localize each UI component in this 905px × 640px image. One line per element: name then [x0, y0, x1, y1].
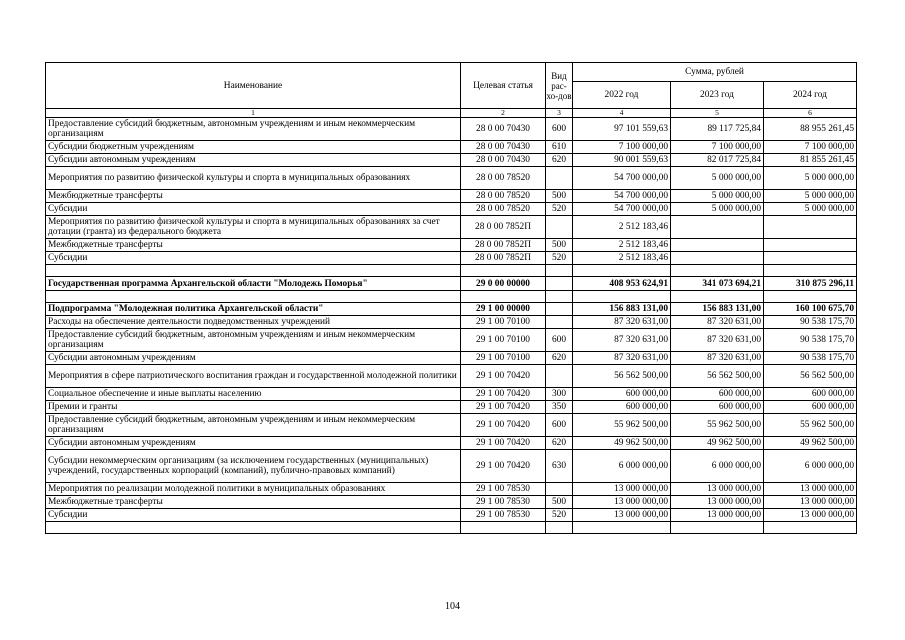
- empty-cell: [573, 522, 671, 534]
- row-type-cell: [546, 167, 573, 190]
- row-2023-cell: 82 017 725,84: [671, 154, 764, 167]
- table-row: [46, 167, 857, 190]
- row-type-cell: [546, 277, 573, 291]
- table-row: [46, 401, 857, 414]
- row-type-cell: 610: [546, 141, 573, 154]
- row-type-cell: 500: [546, 239, 573, 252]
- empty-cell: [46, 291, 461, 303]
- row-2023-cell: 87 320 631,00: [671, 316, 764, 329]
- row-2024-cell: 56 562 500,00: [764, 365, 857, 388]
- table-row: [46, 450, 857, 483]
- row-2024-cell: 81 855 261,45: [764, 154, 857, 167]
- table-row: [46, 483, 857, 496]
- row-2024-cell: [764, 252, 857, 265]
- row-2022-cell: 54 700 000,00: [573, 203, 671, 216]
- header-name: Наименование: [46, 63, 461, 109]
- row-name-cell: Межбюджетные трансферты: [46, 239, 461, 252]
- row-target-cell: 28 0 00 7852П: [461, 252, 546, 265]
- row-2024-cell: 88 955 261,45: [764, 118, 857, 141]
- row-2024-cell: [764, 239, 857, 252]
- row-name-cell: Социальное обеспечение и иные выплаты населению: [46, 388, 461, 401]
- row-2023-cell: 156 883 131,00: [671, 303, 764, 316]
- row-target-cell: 29 1 00 70100: [461, 352, 546, 365]
- empty-cell: [573, 291, 671, 303]
- header-sum: Сумма, рублей: [573, 63, 857, 82]
- row-2022-cell: 54 700 000,00: [573, 167, 671, 190]
- row-2024-cell: 90 538 175,70: [764, 329, 857, 352]
- row-target-cell: 28 0 00 70430: [461, 141, 546, 154]
- row-name-cell: Субсидии: [46, 509, 461, 522]
- row-name-cell: Предоставление субсидий бюджетным, автономным учреждениям и иным некоммерческим организациям: [46, 414, 461, 437]
- row-2023-cell: 5 000 000,00: [671, 167, 764, 190]
- header-row-top: [46, 63, 857, 82]
- empty-cell: [546, 522, 573, 534]
- row-2023-cell: 87 320 631,00: [671, 352, 764, 365]
- empty-cell: [671, 265, 764, 277]
- row-2022-cell: 13 000 000,00: [573, 496, 671, 509]
- row-target-cell: 29 1 00 78530: [461, 496, 546, 509]
- table-row: [46, 365, 857, 388]
- row-2022-cell: 2 512 183,46: [573, 252, 671, 265]
- table-row: [46, 277, 857, 291]
- empty-cell: [461, 265, 546, 277]
- row-2022-cell: 54 700 000,00: [573, 190, 671, 203]
- row-2024-cell: 160 100 675,70: [764, 303, 857, 316]
- row-name-cell: Субсидии некоммерческим организациям (за исключением государственных (муниципальных) учреждений, государственных корпораций (компаний), публично-правовых компаний): [46, 450, 461, 483]
- row-2024-cell: 13 000 000,00: [764, 509, 857, 522]
- table-row: [46, 252, 857, 265]
- table-row: [46, 154, 857, 167]
- row-target-cell: 29 0 00 00000: [461, 277, 546, 291]
- row-2022-cell: 13 000 000,00: [573, 483, 671, 496]
- row-type-cell: 520: [546, 509, 573, 522]
- row-name-cell: Мероприятия по развитию физической культуры и спорта в муниципальных образованиях за счет дотации (гранта) из федерального бюджета: [46, 216, 461, 239]
- row-2022-cell: 55 962 500,00: [573, 414, 671, 437]
- row-2024-cell: 90 538 175,70: [764, 352, 857, 365]
- row-2022-cell: 7 100 000,00: [573, 141, 671, 154]
- row-2022-cell: 2 512 183,46: [573, 216, 671, 239]
- header-2023: 2023 год: [671, 82, 764, 109]
- colnum-4: 4: [573, 109, 671, 118]
- row-2024-cell: 55 962 500,00: [764, 414, 857, 437]
- row-target-cell: 29 1 00 70420: [461, 401, 546, 414]
- row-2024-cell: 5 000 000,00: [764, 167, 857, 190]
- row-name-cell: Мероприятия по развитию физической культуры и спорта в муниципальных образованиях: [46, 167, 461, 190]
- row-name-cell: Премии и гранты: [46, 401, 461, 414]
- table-row: [46, 352, 857, 365]
- row-name-cell: Предоставление субсидий бюджетным, автономным учреждениям и иным некоммерческим организациям: [46, 329, 461, 352]
- row-name-cell: Субсидии бюджетным учреждениям: [46, 141, 461, 154]
- page-number: 104: [445, 601, 460, 612]
- row-type-cell: 350: [546, 401, 573, 414]
- row-target-cell: 29 1 00 70420: [461, 414, 546, 437]
- table-row: [46, 509, 857, 522]
- row-type-cell: [546, 365, 573, 388]
- row-target-cell: 28 0 00 7852П: [461, 216, 546, 239]
- row-type-cell: 630: [546, 450, 573, 483]
- row-2022-cell: 87 320 631,00: [573, 316, 671, 329]
- row-target-cell: 29 1 00 70100: [461, 329, 546, 352]
- row-2024-cell: [764, 216, 857, 239]
- row-2023-cell: 600 000,00: [671, 388, 764, 401]
- table-row: [46, 316, 857, 329]
- row-type-cell: 620: [546, 437, 573, 450]
- row-2023-cell: 5 000 000,00: [671, 190, 764, 203]
- row-2023-cell: [671, 239, 764, 252]
- table-row: [46, 329, 857, 352]
- row-2023-cell: 600 000,00: [671, 401, 764, 414]
- row-name-cell: Субсидии: [46, 252, 461, 265]
- row-2024-cell: 600 000,00: [764, 401, 857, 414]
- header-2024: 2024 год: [764, 82, 857, 109]
- header-2022: 2022 год: [573, 82, 671, 109]
- row-type-cell: [546, 303, 573, 316]
- row-target-cell: 28 0 00 78520: [461, 190, 546, 203]
- row-name-cell: Расходы на обеспечение деятельности подведомственных учреждений: [46, 316, 461, 329]
- row-type-cell: 620: [546, 352, 573, 365]
- spacer-row: [46, 291, 857, 303]
- row-name-cell: Межбюджетные трансферты: [46, 496, 461, 509]
- row-2023-cell: [671, 252, 764, 265]
- row-2024-cell: 5 000 000,00: [764, 190, 857, 203]
- budget-table: [45, 62, 857, 534]
- row-2023-cell: 6 000 000,00: [671, 450, 764, 483]
- row-2023-cell: 7 100 000,00: [671, 141, 764, 154]
- row-2022-cell: 408 953 624,91: [573, 277, 671, 291]
- table-row: [46, 239, 857, 252]
- row-2024-cell: 600 000,00: [764, 388, 857, 401]
- table-row: [46, 141, 857, 154]
- empty-cell: [671, 522, 764, 534]
- row-type-cell: [546, 216, 573, 239]
- row-type-cell: [546, 316, 573, 329]
- row-target-cell: 29 1 00 70100: [461, 316, 546, 329]
- row-2022-cell: 600 000,00: [573, 401, 671, 414]
- row-2023-cell: 87 320 631,00: [671, 329, 764, 352]
- row-2022-cell: 90 001 559,63: [573, 154, 671, 167]
- row-2024-cell: 13 000 000,00: [764, 483, 857, 496]
- empty-cell: [764, 522, 857, 534]
- row-2022-cell: 156 883 131,00: [573, 303, 671, 316]
- spacer-row: [46, 522, 857, 534]
- table-row: [46, 118, 857, 141]
- row-2022-cell: 97 101 559,63: [573, 118, 671, 141]
- empty-cell: [546, 265, 573, 277]
- row-type-cell: 600: [546, 118, 573, 141]
- row-target-cell: 29 1 00 70420: [461, 450, 546, 483]
- row-2023-cell: 49 962 500,00: [671, 437, 764, 450]
- table-row: [46, 437, 857, 450]
- empty-cell: [46, 522, 461, 534]
- row-2024-cell: 5 000 000,00: [764, 203, 857, 216]
- colnum-1: 1: [46, 109, 461, 118]
- empty-cell: [573, 265, 671, 277]
- row-2022-cell: 49 962 500,00: [573, 437, 671, 450]
- row-2023-cell: 13 000 000,00: [671, 496, 764, 509]
- row-type-cell: 300: [546, 388, 573, 401]
- row-2024-cell: 310 875 296,11: [764, 277, 857, 291]
- empty-cell: [46, 265, 461, 277]
- row-target-cell: 29 1 00 78530: [461, 509, 546, 522]
- row-2023-cell: 5 000 000,00: [671, 203, 764, 216]
- header-target: Целевая статья: [461, 63, 546, 109]
- row-2024-cell: 49 962 500,00: [764, 437, 857, 450]
- row-target-cell: 29 1 00 00000: [461, 303, 546, 316]
- row-type-cell: 620: [546, 154, 573, 167]
- row-target-cell: 29 1 00 70420: [461, 365, 546, 388]
- table-row: [46, 496, 857, 509]
- row-name-cell: Подпрограмма "Молодежная политика Архангельской области": [46, 303, 461, 316]
- row-target-cell: 28 0 00 70430: [461, 154, 546, 167]
- row-2023-cell: 89 117 725,84: [671, 118, 764, 141]
- table-row: [46, 303, 857, 316]
- row-2023-cell: 13 000 000,00: [671, 509, 764, 522]
- table-row: [46, 216, 857, 239]
- table-row: [46, 388, 857, 401]
- row-name-cell: Субсидии автономным учреждениям: [46, 154, 461, 167]
- empty-cell: [461, 291, 546, 303]
- table-row: [46, 190, 857, 203]
- column-number-row: [46, 109, 857, 118]
- row-name-cell: Предоставление субсидий бюджетным, автономным учреждениям и иным некоммерческим организациям: [46, 118, 461, 141]
- row-type-cell: 520: [546, 252, 573, 265]
- row-target-cell: 28 0 00 78520: [461, 203, 546, 216]
- colnum-6: 6: [764, 109, 857, 118]
- row-2023-cell: [671, 216, 764, 239]
- colnum-5: 5: [671, 109, 764, 118]
- row-2024-cell: 13 000 000,00: [764, 496, 857, 509]
- row-target-cell: 28 0 00 7852П: [461, 239, 546, 252]
- row-name-cell: Субсидии автономным учреждениям: [46, 437, 461, 450]
- colnum-3: 3: [546, 109, 573, 118]
- table-row: [46, 414, 857, 437]
- empty-cell: [764, 265, 857, 277]
- row-type-cell: 600: [546, 414, 573, 437]
- row-2022-cell: 600 000,00: [573, 388, 671, 401]
- row-name-cell: Субсидии автономным учреждениям: [46, 352, 461, 365]
- row-type-cell: 500: [546, 190, 573, 203]
- row-type-cell: 520: [546, 203, 573, 216]
- row-2022-cell: 2 512 183,46: [573, 239, 671, 252]
- row-target-cell: 29 1 00 70420: [461, 388, 546, 401]
- colnum-2: 2: [461, 109, 546, 118]
- row-target-cell: 29 1 00 70420: [461, 437, 546, 450]
- empty-cell: [546, 291, 573, 303]
- row-target-cell: 28 0 00 78520: [461, 167, 546, 190]
- empty-cell: [461, 522, 546, 534]
- header-type: Вид рас-хо-дов: [546, 63, 573, 109]
- table-row: [46, 203, 857, 216]
- row-name-cell: Мероприятия по реализации молодежной политики в муниципальных образованиях: [46, 483, 461, 496]
- row-2023-cell: 56 562 500,00: [671, 365, 764, 388]
- row-2022-cell: 13 000 000,00: [573, 509, 671, 522]
- row-2022-cell: 6 000 000,00: [573, 450, 671, 483]
- row-2024-cell: 7 100 000,00: [764, 141, 857, 154]
- row-name-cell: Государственная программа Архангельской области "Молодежь Поморья": [46, 277, 461, 291]
- row-2022-cell: 87 320 631,00: [573, 352, 671, 365]
- row-type-cell: [546, 483, 573, 496]
- row-2023-cell: 341 073 694,21: [671, 277, 764, 291]
- row-2022-cell: 56 562 500,00: [573, 365, 671, 388]
- empty-cell: [764, 291, 857, 303]
- row-target-cell: 29 1 00 78530: [461, 483, 546, 496]
- row-name-cell: Субсидии: [46, 203, 461, 216]
- empty-cell: [671, 291, 764, 303]
- row-2023-cell: 13 000 000,00: [671, 483, 764, 496]
- row-target-cell: 28 0 00 70430: [461, 118, 546, 141]
- row-name-cell: Мероприятия в сфере патриотического воспитания граждан и государственной молодежной политики: [46, 365, 461, 388]
- row-2022-cell: 87 320 631,00: [573, 329, 671, 352]
- table-body: [46, 118, 857, 534]
- row-name-cell: Межбюджетные трансферты: [46, 190, 461, 203]
- row-type-cell: 500: [546, 496, 573, 509]
- spacer-row: [46, 265, 857, 277]
- row-2023-cell: 55 962 500,00: [671, 414, 764, 437]
- row-2024-cell: 90 538 175,70: [764, 316, 857, 329]
- row-2024-cell: 6 000 000,00: [764, 450, 857, 483]
- row-type-cell: 600: [546, 329, 573, 352]
